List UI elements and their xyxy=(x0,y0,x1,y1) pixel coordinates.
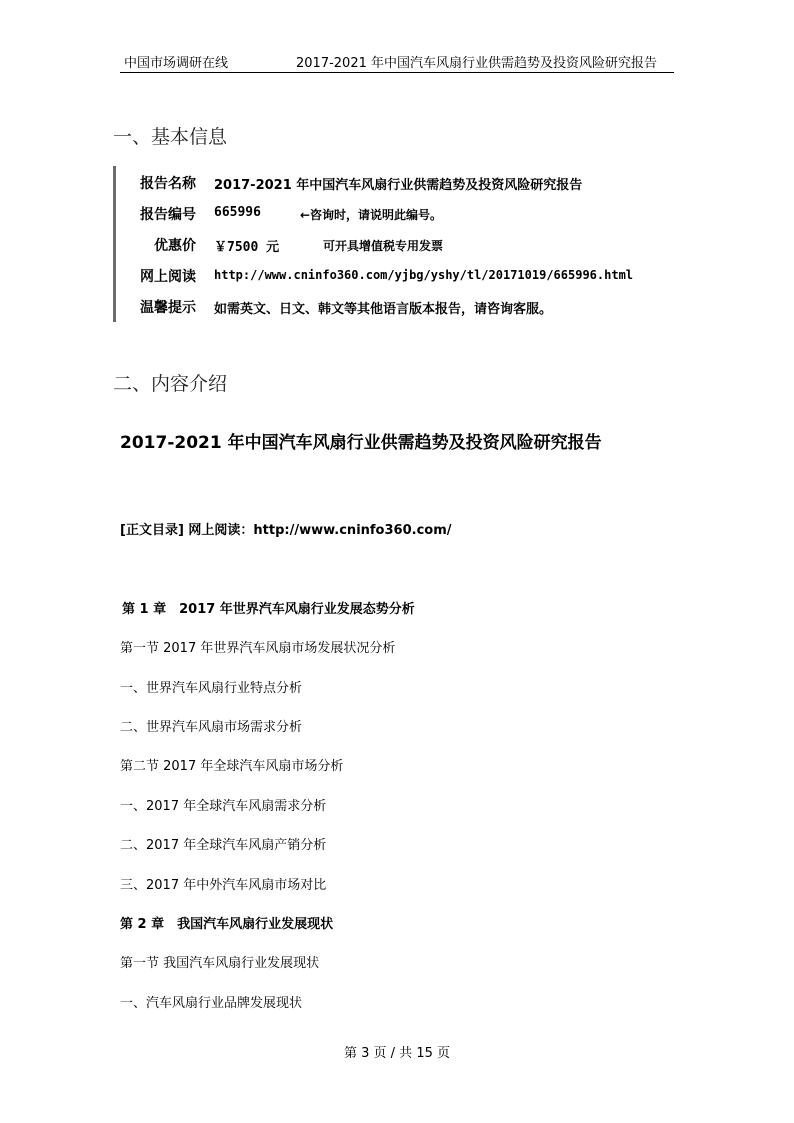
tip-value: 如需英文、日文、韩文等其他语言版本报告，请咨询客服。 xyxy=(214,302,553,317)
page-footer: 第 3 页 / 共 15 页 xyxy=(344,1046,450,1061)
section-content-title: 二、内容介绍 xyxy=(113,373,228,395)
toc-item: 二、2017 年全球汽车风扇产销分析 xyxy=(120,838,327,853)
report-name-value: 2017-2021 年中国汽车风扇行业供需趋势及投资风险研究报告 xyxy=(214,178,583,193)
toc-item: 二、世界汽车风扇市场需求分析 xyxy=(120,720,303,735)
toc-chapter-1: 第 1 章 2017 年世界汽车风扇行业发展态势分析 xyxy=(122,602,415,617)
price-value: ￥7500 元 xyxy=(214,240,280,255)
report-code-note: ←咨询时，请说明此编号。 xyxy=(300,208,443,222)
toc-item: 第二节 2017 年全球汽车风扇市场分析 xyxy=(120,759,344,774)
toc-item: 一、世界汽车风扇行业特点分析 xyxy=(120,681,303,696)
section-basic-info-title: 一、基本信息 xyxy=(113,126,228,148)
toc-item: 第一节 2017 年世界汽车风扇市场发展状况分析 xyxy=(120,641,396,656)
toc-chapter-2: 第 2 章 我国汽车风扇行业发展现状 xyxy=(120,917,334,932)
report-code-label: 报告编号 xyxy=(140,207,196,223)
header-site-name: 中国市场调研在线 xyxy=(124,56,229,71)
header-report-title: 2017-2021 年中国汽车风扇行业供需趋势及投资风险研究报告 xyxy=(296,56,657,71)
report-code-value: 665996 xyxy=(214,205,261,220)
online-read-url[interactable]: http://www.cninfo360.com/yjbg/yshy/tl/20171019/665996.html xyxy=(214,268,634,282)
online-read-label: 网上阅读 xyxy=(140,269,196,285)
header-divider xyxy=(120,72,674,73)
toc-header[interactable]: [正文目录] 网上阅读：http://www.cninfo360.com/ xyxy=(120,523,452,538)
toc-item: 一、2017 年全球汽车风扇需求分析 xyxy=(120,799,327,814)
info-left-bar xyxy=(113,166,116,322)
report-name-label: 报告名称 xyxy=(140,176,196,192)
price-note: 可开具增值税专用发票 xyxy=(323,239,444,253)
tip-label: 温馨提示 xyxy=(140,300,196,316)
report-main-title: 2017-2021 年中国汽车风扇行业供需趋势及投资风险研究报告 xyxy=(120,433,602,453)
price-label: 优惠价 xyxy=(154,238,196,254)
toc-item: 三、2017 年中外汽车风扇市场对比 xyxy=(120,878,327,893)
toc-item: 第一节 我国汽车风扇行业发展现状 xyxy=(120,956,320,971)
toc-item: 一、汽车风扇行业品牌发展现状 xyxy=(120,996,303,1011)
